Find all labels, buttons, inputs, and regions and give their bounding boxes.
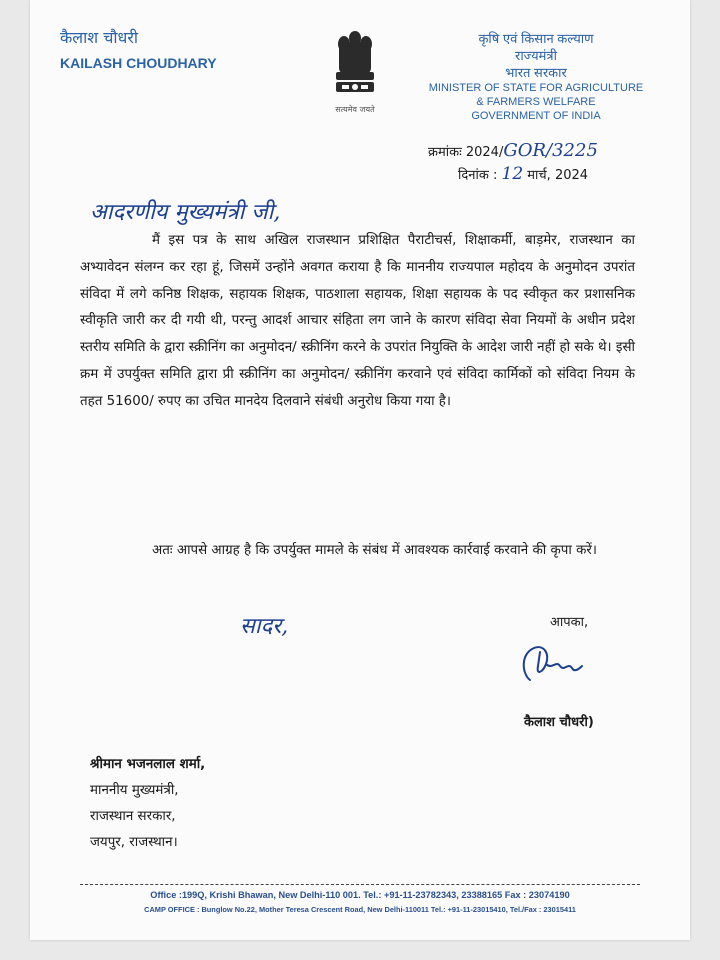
ministry-english-line-1: MINISTER OF STATE FOR AGRICULTURE [428,82,644,94]
body-paragraph-2 [80,538,635,565]
ministry-hindi-line-3: भारत सरकार [505,65,567,80]
addressee-name: श्रीमान भजनलाल शर्मा, [90,757,206,772]
paragraph-1-text: मैं इस पत्र के साथ अखिल राजस्थान प्रशिक्षित पैराटीचर्स, शिक्षाकर्मी, बाड़मेर, राजस्थान का अभ्यावेदन संलग्न कर रहा हूं, जिसमें उन्होंने अवगत कराया है कि माननीय राज्यपाल महोदय के अनुमोदन उपरांत संविदा में लगे कनिष्ठ शिक्षक, सहायक शिक्षक, पाठशाला सहायक, शिक्षा सहायक के पद स्वीकृत कर प्रशासनिक स्वीकृति जारी कर दी गयी थी, परन्तु आदर्श आचार संहिता लग जाने के कारण संविदा सेवा नियमों के अधीन प्रदेश स्तरीय समिति के द्वारा स्क्रीनिंग का अनुमोदन/ स्क्रीनिंग करने के उपरांत नियुक्ति के आदेश जारी नहीं हो सके थे। इसी क्रम में उपर्युक्त समिति द्वारा प्री स्क्रीनिंग का अनुमोदन/ स्क्रीनिंग करवाने एवं संविदा कार्मिकों को संविदा नियम के तहत 51600/ रुपए का उचित मानदेय दिलवाने संबंधी अनुरोध किया गया है। [80,233,635,409]
paragraph-2-text: अतः आपसे आग्रह है कि उपर्युक्त मामले के संबंध में आवश्यक कार्रवाई करवाने की कृपा करें। [152,543,597,558]
signature-icon [516,640,586,690]
letter-page [30,0,690,940]
footer-divider [80,884,640,885]
date-label: दिनांक : [458,168,498,183]
ministry-block [416,30,656,123]
reference-handwritten: GOR/3225 [503,140,598,161]
addressee-line-1: माननीय मुख्यमंत्री, [90,783,179,798]
closing: आपका, [550,615,589,630]
signatory-name: कैलाश चौधरी) [524,715,594,730]
addressee-block [90,752,205,856]
addressee-line-2: राजस्थान सरकार, [90,809,176,824]
ministry-english-line-3: GOVERNMENT OF INDIA [471,110,601,122]
body-paragraph-1 [80,228,635,416]
handwritten-regards: सादर, [240,614,289,639]
emblem-motto: सत्यमेव जयते [335,105,375,114]
reference-label: क्रमांकः 2024/ [428,145,504,160]
date-day-handwritten: 12 [501,164,524,184]
addressee-line-3: जयपुर, राजस्थान। [90,835,178,850]
sender-name-hindi: कैलाश चौधरी [60,28,139,47]
footer-office-address: Office :199Q, Krishi Bhawan, New Delhi-110 001. Tel.: +91-11-23782343, 23388165 Fax : 23074190 [150,890,570,900]
letter-date [458,164,588,184]
ministry-hindi-line-1: कृषि एवं किसान कल्याण [478,31,594,46]
salutation: आदरणीय मुख्यमंत्री जी, [90,200,281,225]
date-month-year: मार्च, 2024 [527,168,589,183]
reference-number [428,140,598,161]
footer-camp-office-address: CAMP OFFICE : Bunglow No.22, Mother Teresa Crescent Road, New Delhi-110011 Tel.: +91-11-23015410, Tel./Fax : 23015411 [144,905,576,914]
sender-name-english: KAILASH CHOUDHARY [60,55,217,71]
ministry-english-line-2: & FARMERS WELFARE [476,96,596,108]
ministry-hindi-line-2: राज्यमंत्री [515,48,557,63]
